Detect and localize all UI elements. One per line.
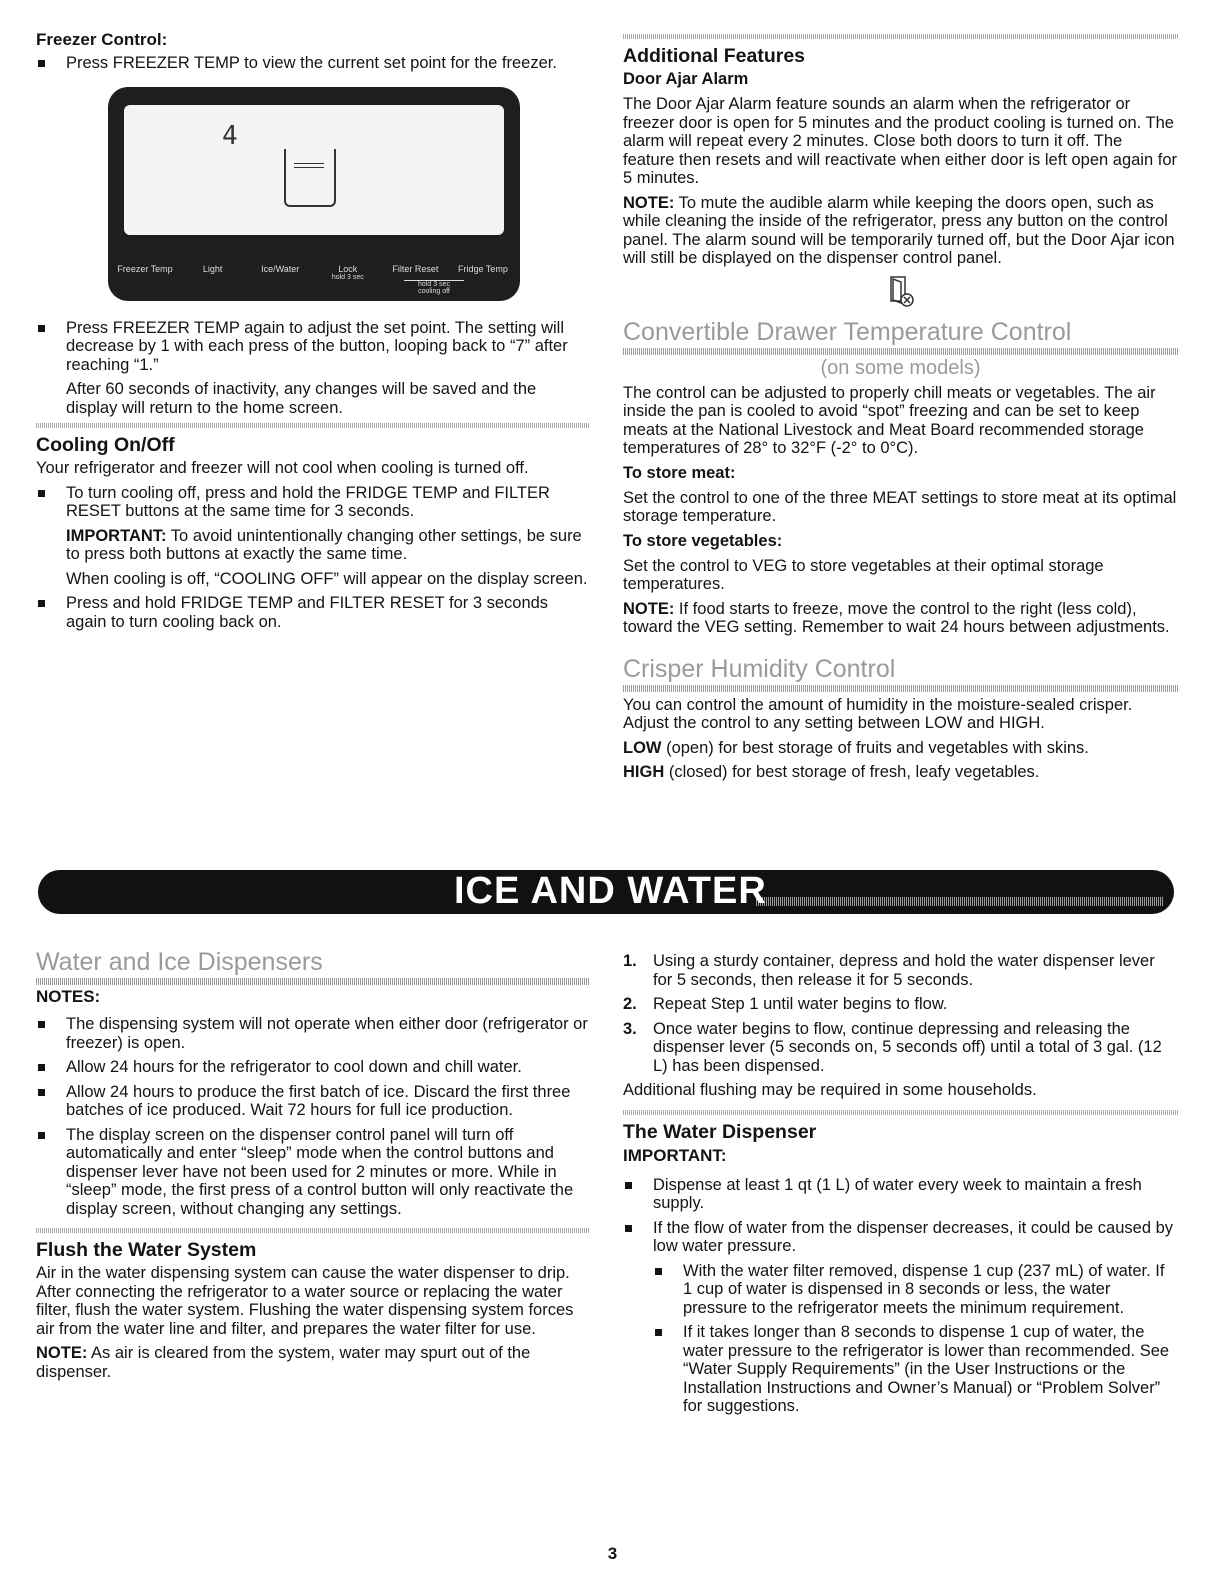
store-vegetables-heading: To store vegetables: bbox=[623, 531, 783, 550]
door-ajar-note-label: NOTE: bbox=[623, 193, 675, 212]
divider-dispensers bbox=[36, 978, 589, 985]
cooling-important-label: IMPORTANT: bbox=[66, 526, 167, 545]
flush-step-1-text: Using a sturdy container, depress and hold the water dispenser lever for 5 seconds, then release it for 5 seconds. bbox=[653, 952, 1155, 989]
divider-flush bbox=[36, 1228, 589, 1233]
flush-steps-list bbox=[623, 952, 1178, 1075]
cup-icon bbox=[284, 149, 336, 207]
flush-step-3-text: Once water begins to flow, continue depressing and releasing the dispenser lever (5 seconds on, 5 seconds off) until a total of 3 gal. (12 L) has been dispensed. bbox=[653, 1019, 1162, 1075]
water-dispenser-bullet-weekly: Dispense at least 1 qt (1 L) of water every week to maintain a fresh supply. bbox=[623, 1176, 1178, 1213]
door-ajar-note bbox=[623, 194, 1178, 268]
panel-button-lock-label: Lock bbox=[338, 263, 358, 274]
door-ajar-heading: Door Ajar Alarm bbox=[623, 70, 749, 88]
flush-step-2 bbox=[623, 995, 1178, 1014]
crisper-low-label: LOW bbox=[623, 738, 662, 757]
cooling-off-note: When cooling is off, “COOLING OFF” will appear on the display screen. bbox=[66, 569, 588, 588]
flush-step-1-number: 1. bbox=[623, 952, 637, 970]
panel-button-ice-water: Ice/Water bbox=[261, 263, 300, 274]
crisper-high-text: (closed) for best storage of fresh, leafy vegetables. bbox=[664, 763, 1040, 781]
flush-step-1 bbox=[623, 952, 1178, 989]
door-ajar-note-text: To mute the audible alarm while keeping the doors open, such as while cleaning the inside of the refrigerator, press any button on the control panel. The alarm sound will be temporarily turned off, but the Door Ajar icon will still be displayed on the dispenser control panel. bbox=[623, 193, 1175, 267]
notes-label: NOTES: bbox=[36, 987, 101, 1006]
flush-step-2-number: 2. bbox=[623, 995, 637, 1013]
freezer-bullet-adjust: Press FREEZER TEMP again to adjust the set point. The setting will decrease by 1 with each press of the button, looping back to “7” after reaching “1.” bbox=[36, 319, 589, 375]
water-dispenser-list bbox=[623, 1176, 1178, 1256]
convertible-intro: The control can be adjusted to properly chill meats or vegetables. The air inside the pan is cooled to avoid “spot” freezing and can be set to keep meats at the National Livestock and Meat Board recommended storage temperatures of 28° to 32°F (-2° to 0°C). bbox=[623, 383, 1156, 457]
left-top-column bbox=[36, 30, 589, 637]
divider-convertible bbox=[623, 348, 1178, 355]
set-point-digit: 4 bbox=[222, 120, 238, 151]
flush-step-3-number: 3. bbox=[623, 1019, 637, 1038]
right-top-column bbox=[623, 34, 1178, 788]
flush-step-2-text: Repeat Step 1 until water begins to flow. bbox=[653, 995, 948, 1013]
crisper-low bbox=[623, 739, 1178, 758]
cooling-bullet-off: To turn cooling off, press and hold the FRIDGE TEMP and FILTER RESET buttons at the same time for 3 seconds. bbox=[36, 484, 589, 521]
page-number: 3 bbox=[607, 1544, 618, 1563]
panel-lock-hold-text: hold 3 sec bbox=[331, 273, 364, 281]
panel-display-screen bbox=[124, 105, 504, 235]
cooling-important bbox=[36, 527, 589, 564]
convertible-note-text: If food starts to freeze, move the control to the right (less cold), toward the VEG setting. Remember to wait 24 hours between adjustments. bbox=[623, 599, 1170, 636]
ice-and-water-title: ICE AND WATER bbox=[454, 870, 767, 912]
water-dispenser-important: IMPORTANT: bbox=[623, 1145, 727, 1165]
water-pressure-sublist bbox=[623, 1262, 1178, 1416]
convertible-note bbox=[623, 600, 1178, 637]
freezer-bullet-view: Press FREEZER TEMP to view the current set point for the freezer. bbox=[36, 54, 589, 73]
flush-water-heading: Flush the Water System bbox=[36, 1239, 257, 1261]
flush-step-3 bbox=[623, 1020, 1178, 1076]
additional-features-heading: Additional Features bbox=[623, 45, 806, 67]
store-vegetables-text: Set the control to VEG to store vegetables at their optimal storage temperatures. bbox=[623, 556, 1104, 593]
freezer-inactivity-note: After 60 seconds of inactivity, any changes will be saved and the display will return to the home screen. bbox=[66, 380, 537, 417]
panel-button-fridge-temp: Fridge Temp bbox=[458, 263, 508, 274]
convertible-drawer-heading: Convertible Drawer Temperature Control bbox=[623, 317, 1072, 346]
left-bottom-column bbox=[36, 948, 589, 1387]
dispenser-note-4: The display screen on the dispenser control panel will turn off automatically and enter “sleep” mode when the control buttons and dispenser lever have not been used for 2 minutes or more. While in “sleep” mode, the first press of a control button will only reactivate the display screen, without changing any settings. bbox=[36, 1126, 589, 1219]
flush-note-label: NOTE: bbox=[36, 1344, 88, 1362]
control-panel-illustration bbox=[108, 87, 520, 301]
water-pressure-check-1: With the water filter removed, dispense 1 cup (237 mL) of water. If 1 cup of water is dispensed in 8 seconds or less, the water pressure to the refrigerator meets the minimum requirement. bbox=[653, 1262, 1178, 1318]
panel-hold-combo-text: hold 3 sec bbox=[418, 280, 450, 288]
panel-button-lock bbox=[317, 264, 379, 281]
cooling-intro: Your refrigerator and freezer will not cool when cooling is turned off. bbox=[36, 459, 529, 477]
freezer-list-1 bbox=[36, 54, 589, 73]
water-ice-dispensers-heading: Water and Ice Dispensers bbox=[36, 948, 323, 976]
dispenser-note-1: The dispensing system will not operate when either door (refrigerator or freezer) is open. bbox=[36, 1015, 589, 1052]
flush-intro: Air in the water dispensing system can cause the water dispenser to drip. After connecting the refrigerator to a water source or replacing the water filter, flush the water system. Flushing the water dispensing system forces air from the water line and filter, and prepares the water filter for use. bbox=[36, 1264, 574, 1338]
water-pressure-check-2: If it takes longer than 8 seconds to dispense 1 cup of water, the water pressure to the refrigerator is lower than recommended. See “Water Supply Requirements” (in the User Instructions or the Installation Instructions and Owner’s Manual) or “Problem Solver” for suggestions. bbox=[653, 1323, 1178, 1416]
cooling-bullet-on: Press and hold FRIDGE TEMP and FILTER RESET for 3 seconds again to turn cooling back on. bbox=[36, 594, 589, 631]
convertible-note-label: NOTE: bbox=[623, 599, 675, 618]
store-meat-text: Set the control to one of the three MEAT settings to store meat at its optimal storage temperature. bbox=[623, 488, 1177, 525]
divider-crisper bbox=[623, 685, 1178, 692]
dispenser-note-3: Allow 24 hours to produce the first batch of ice. Discard the first three batches of ice produced. Wait 72 hours for full ice production. bbox=[36, 1083, 589, 1120]
panel-button-light: Light bbox=[202, 263, 223, 274]
freezer-list-2 bbox=[36, 319, 589, 375]
flush-additional-note: Additional flushing may be required in some households. bbox=[623, 1081, 1037, 1099]
cooling-important-text: To avoid unintentionally changing other settings, be sure to press both buttons at exactly the same time. bbox=[66, 526, 582, 563]
door-ajar-text: The Door Ajar Alarm feature sounds an alarm when the refrigerator or freezer door is open for 5 minutes and the product cooling is turned on. The alarm will repeat every 2 minutes. Close both doors to turn it off. The feature then resets and will reactivate when either door is left open again for 5 minutes. bbox=[623, 95, 1177, 187]
panel-cooling-off-text: cooling off bbox=[418, 287, 450, 295]
panel-hold-combo-note bbox=[404, 280, 464, 295]
divider-water-dispenser bbox=[623, 1110, 1178, 1115]
panel-button-freezer-temp: Freezer Temp bbox=[117, 263, 173, 274]
crisper-humidity-heading: Crisper Humidity Control bbox=[623, 654, 896, 683]
dispenser-note-2: Allow 24 hours for the refrigerator to cool down and chill water. bbox=[36, 1058, 589, 1077]
flush-note bbox=[36, 1344, 589, 1381]
door-ajar-icon bbox=[623, 274, 1178, 310]
crisper-intro: You can control the amount of humidity in the moisture-sealed crisper. Adjust the control to any setting between LOW and HIGH. bbox=[623, 695, 1133, 732]
divider-cooling bbox=[36, 423, 589, 428]
cooling-heading: Cooling On/Off bbox=[36, 434, 175, 456]
crisper-high bbox=[623, 763, 1178, 782]
right-bottom-column bbox=[623, 952, 1178, 1422]
panel-buttons bbox=[114, 264, 514, 281]
crisper-high-label: HIGH bbox=[623, 763, 665, 781]
water-dispenser-heading: The Water Dispenser bbox=[623, 1120, 817, 1143]
flush-note-text: As air is cleared from the system, water may spurt out of the dispenser. bbox=[36, 1344, 531, 1381]
crisper-low-text: (open) for best storage of fruits and vegetables with skins. bbox=[661, 738, 1089, 757]
dispenser-notes-list bbox=[36, 1015, 589, 1218]
divider-additional bbox=[623, 34, 1178, 39]
store-meat-heading: To store meat: bbox=[623, 463, 736, 482]
water-dispenser-bullet-pressure: If the flow of water from the dispenser decreases, it could be caused by low water pressure. bbox=[623, 1219, 1178, 1256]
freezer-control-heading: Freezer Control: bbox=[36, 30, 168, 49]
cooling-list-1 bbox=[36, 484, 589, 521]
panel-button-filter-reset: Filter Reset bbox=[392, 263, 439, 274]
convertible-drawer-subheading: (on some models) bbox=[820, 356, 981, 379]
cooling-list-2 bbox=[36, 594, 589, 631]
banner-hatch-fill bbox=[756, 897, 1164, 906]
